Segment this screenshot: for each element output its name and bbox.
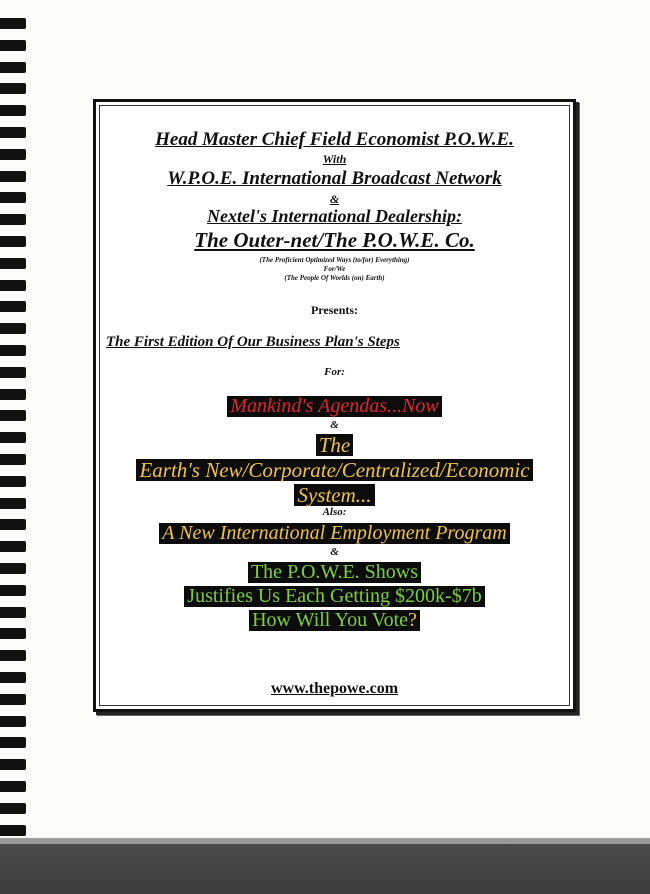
binding-ring (0, 694, 26, 705)
heading-outer-net: The Outer-net/The P.O.W.E. Co. (194, 228, 475, 252)
employment-text: A New International Employment Program (159, 523, 509, 544)
for-label: For: (324, 366, 345, 378)
binding-ring (0, 192, 26, 203)
binding-ring (0, 759, 26, 770)
binding-ring (0, 149, 26, 160)
binding-ring (0, 367, 26, 378)
employment-banner (96, 522, 573, 545)
binding-ring (0, 650, 26, 661)
page-edge-shadow (0, 838, 650, 894)
binding-ring (0, 563, 26, 574)
subtitle-people: (The People Of Worlds (on) Earth) (284, 274, 385, 282)
binding-ring (0, 171, 26, 182)
with-label: With (322, 152, 347, 166)
cover-frame (93, 99, 576, 712)
heading-broadcast-network: W.P.O.E. International Broadcast Network (167, 168, 502, 189)
binding-ring (0, 672, 26, 683)
heading-nextel: Nextel's International Dealership: (206, 206, 462, 226)
ampersand-2: & (330, 419, 339, 431)
binding-ring (0, 410, 26, 421)
also-label: Also: (322, 506, 347, 518)
binding-ring (0, 62, 26, 73)
binding-ring (0, 18, 26, 29)
website-link[interactable]: www.thepowe.com (270, 680, 399, 697)
binding-ring (0, 476, 26, 487)
binding-ring (0, 40, 26, 51)
binding-ring (0, 585, 26, 596)
subtitle-for-we: For/We (323, 265, 346, 273)
ampersand-1: & (329, 192, 340, 206)
binding-ring (0, 301, 26, 312)
shows-line-2: Justifies Us Each Getting $200k-$7b (96, 585, 573, 608)
binding-ring (0, 781, 26, 792)
system-line-2: Earth's New/Corporate/Centralized/Economic (96, 458, 573, 483)
binding-ring (0, 541, 26, 552)
binding-ring (0, 825, 26, 836)
binding-ring (0, 214, 26, 225)
binding-ring (0, 737, 26, 748)
subtitle-proficient: (The Proficient Optimized Ways (to/for) Everything) (259, 256, 410, 264)
binding-ring (0, 519, 26, 530)
agenda-banner (96, 395, 573, 418)
system-line-1: The (96, 433, 573, 458)
binding-ring (0, 280, 26, 291)
shows-line-3: How Will You Vote? (96, 609, 573, 632)
spiral-binding (0, 0, 34, 894)
binding-ring (0, 105, 26, 116)
binding-ring (0, 323, 26, 334)
binding-ring (0, 258, 26, 269)
binding-ring (0, 716, 26, 727)
presents-label: Presents: (310, 303, 359, 317)
ampersand-3: & (330, 546, 339, 558)
binding-ring (0, 345, 26, 356)
heading-economist: Head Master Chief Field Economist P.O.W.E. (155, 129, 514, 150)
agenda-text: Mankind's Agendas...Now (227, 396, 441, 417)
binding-ring (0, 127, 26, 138)
binding-ring (0, 83, 26, 94)
binding-ring (0, 607, 26, 618)
binding-ring (0, 389, 26, 400)
binding-ring (0, 803, 26, 814)
plan-title: The First Edition Of Our Business Plan's Steps (106, 334, 400, 350)
shows-line-1: The P.O.W.E. Shows (96, 561, 573, 584)
binding-ring (0, 454, 26, 465)
system-line-3: System... (96, 483, 573, 508)
binding-ring (0, 498, 26, 509)
binding-ring (0, 628, 26, 639)
binding-ring (0, 432, 26, 443)
binding-ring (0, 236, 26, 247)
